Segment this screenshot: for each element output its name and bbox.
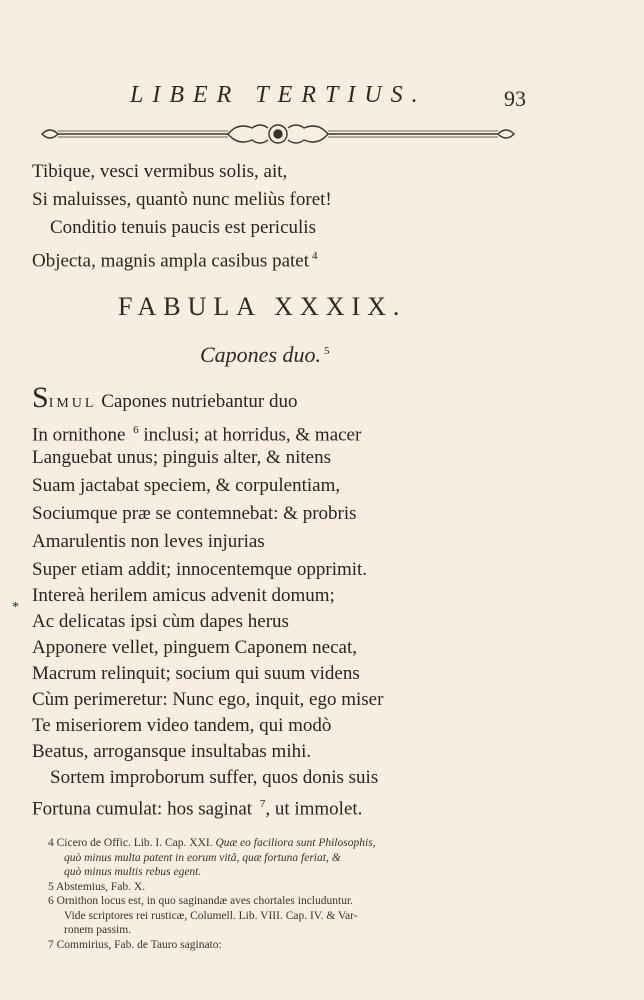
verse-line	[32, 790, 362, 823]
page-number: 93	[504, 86, 526, 111]
footnote-4	[48, 836, 376, 851]
verse-text: In ornithone	[32, 424, 126, 446]
footnote-4-cont: quò minus multa patent in eorum vitâ, quæ fortuna feriat, &	[64, 851, 341, 864]
verse-text: Objecta, magnis ampla casibus patet	[32, 250, 309, 272]
drop-cap: S	[32, 381, 49, 414]
footnote-6: 6 Ornithon locus est, in quo saginandæ aves chortales includuntur.	[48, 895, 354, 907]
verse-line: Apponere vellet, pinguem Caponem necat,	[32, 637, 358, 658]
verse-line: Macrum relinquit; socium qui suum videns	[32, 663, 360, 684]
footnote-number: 4	[48, 837, 54, 849]
verse-line: Te miseriorem video tandem, qui modò	[32, 715, 332, 736]
footnote-ref: 4	[312, 250, 318, 262]
small-caps: IMUL	[48, 396, 97, 411]
footnotes	[48, 836, 376, 952]
fable-title: FABULA XXXIX.	[118, 292, 407, 321]
verse-line: Conditio tenuis paucis est periculis	[50, 217, 316, 238]
footnote-6-cont: ronem passim.	[64, 924, 132, 936]
verse-line: Beatus, arrogansque insultabas mihi.	[32, 741, 312, 762]
verse-line: Cùm perimeretur: Nunc ego, inquit, ego miser	[32, 689, 384, 710]
ornament-divider-icon	[38, 120, 518, 148]
verse-line: Languebat unus; pinguis alter, & nitens	[32, 447, 331, 468]
verse-text: Fortuna cumulat: hos saginat	[32, 798, 253, 820]
footnote-5: 5 Abstemius, Fab. X.	[48, 880, 146, 893]
footnote-4-cont: quò minus multis rebus egent.	[64, 866, 202, 878]
footnote-ref: 7	[259, 798, 266, 810]
verse-line: Sociumque præ se contemnebat: & probris	[32, 503, 357, 524]
verse-line	[32, 381, 298, 418]
running-head: LIBER TERTIUS.	[130, 82, 427, 108]
subtitle-text: Capones duo.	[200, 342, 321, 367]
margin-marker: *	[12, 600, 19, 615]
verse-text: inclusi; at horridus, & macer	[143, 424, 362, 446]
verse-line: Si maluisses, quantò nunc meliùs foret!	[32, 189, 332, 210]
verse-line: Sortem improborum suffer, quos donis suis	[50, 767, 379, 788]
verse-line	[32, 242, 318, 275]
footnote-quote: Quæ eo faciliora sunt Philosophis,	[215, 837, 376, 849]
footnote-text: Cicero de Offic. Lib. I. Cap. XXI.	[56, 837, 213, 849]
verse-line: Suam jactabat speciem, & corpulentiam,	[32, 475, 341, 496]
footnote-ref: 6	[133, 424, 139, 436]
footnote-7: 7 Commirius, Fab. de Tauro saginato:	[48, 938, 222, 951]
verse-line: Intereà herilem amicus advenit domum;	[32, 585, 335, 606]
verse-line: Ac delicatas ipsi cùm dapes herus	[32, 611, 289, 632]
verse-line: Amarulentis non leves injurias	[32, 531, 265, 552]
fable-subtitle	[200, 342, 330, 368]
footnote-ref: 5	[324, 344, 330, 357]
footnote-6-cont: Vide scriptores rei rusticæ, Columell. Lib. VIII. Cap. IV. & Var-	[64, 909, 358, 922]
verse-line: Tibique, vesci vermibus solis, ait,	[32, 161, 288, 182]
verse-line: Super etiam addit; innocentemque opprimit.	[32, 559, 368, 580]
verse-text: Capones nutriebantur duo	[101, 391, 298, 412]
verse-text: , ut immolet.	[265, 798, 363, 820]
